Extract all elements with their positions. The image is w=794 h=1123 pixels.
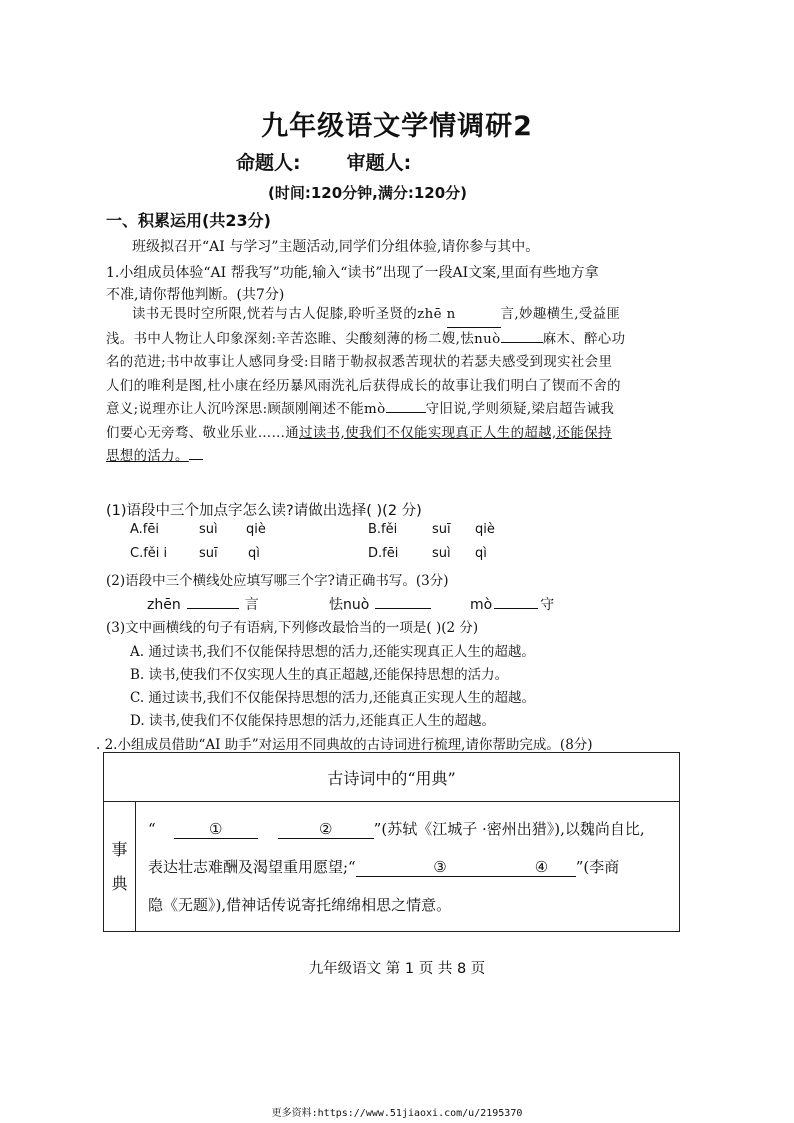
page-footer: 九年级语文 第 1 页 共 8 页	[308, 961, 486, 977]
option-c-1[interactable]: C.fěi i	[130, 546, 168, 561]
option-3a[interactable]: A. 通过读书,我们不仅能保持思想的活力,还能实现真正人生的超越。	[130, 644, 535, 660]
row-label: 事 典	[104, 802, 136, 932]
passage-line	[106, 445, 672, 469]
ai-passage	[106, 303, 672, 469]
sub-question-3: (3)文中画横线的句子有语病,下列修改最恰当的一项是( )(2 分)	[106, 620, 479, 636]
author-label: 命题人:	[236, 152, 301, 174]
allusion-line-1: “ ① ② ”(苏轼《江城子 ·密州出猎》),以魏尚自比,	[148, 820, 645, 838]
pinyin-mo: mò 守	[470, 594, 554, 614]
option-d-2: suì	[432, 546, 451, 561]
passage-line: 人们的唯利是图,杜小康在经历暴风雨洗礼后获得成长的故事让我们明白了锲而不舍的	[106, 378, 621, 394]
passage-line: 意义;说理亦让人沉吟深思:顾颉刚阐述不能mò 守旧说,学则须疑,梁启超告诫我	[106, 398, 672, 422]
blank-zhen[interactable]: n	[447, 303, 501, 328]
allusion-line-3: 隐《无题》),借神话传说寄托绵绵相思之情意。	[148, 896, 452, 914]
option-b-2: suī	[432, 522, 451, 537]
section-heading: 一、积累运用(共23分)	[106, 211, 271, 230]
allusion-line-2: 表达壮志难酬及渴望重用愿望;“ ③ ④ ”(李商	[148, 858, 620, 876]
authors-line	[236, 148, 457, 175]
option-d-3: qì	[475, 546, 487, 561]
question-2: . 2.小组成员借助“AI 助手”对运用不同典故的古诗词进行梳理,请你帮助完成。(8分)	[96, 737, 593, 753]
reviewer-label: 审题人:	[346, 152, 412, 174]
option-3d[interactable]: D. 读书,使我们不仅能保持思想的活力,还能真正人生的超越。	[130, 713, 496, 729]
sub-question-2: (2)语段中三个横线处应填写哪三个字?请正确书写。(3分)	[106, 573, 449, 589]
underlined-sentence: 过读书,使我们不仅能实现真正人生的超越,还能保持	[299, 425, 612, 441]
passage-line: 们要心无旁骛、敬业乐业……通过读书,使我们不仅能实现真正人生的超越,还能保持	[106, 425, 612, 441]
time-info: (时间:120分钟,满分:120分)	[268, 184, 468, 202]
question-1-line-2: 不准,请你帮他判断。(共7分)	[106, 287, 285, 303]
answer-blank-nuo[interactable]	[375, 594, 431, 609]
source-link[interactable]: 更多资料:https://www.51jiaoxi.com/u/2195370	[271, 1108, 523, 1119]
passage-line: 名的范进;书中故事让人感同身受:目睹于勒叔叔悉苦现状的若瑟夫感受到现实社会里	[106, 355, 613, 370]
passage-line: 浅。书中人物让人印象深刻:辛苦恣睢、尖酸刻薄的杨二嫂,怯nuò 麻木、醉心功	[106, 328, 672, 352]
blank-nuo[interactable]	[501, 328, 543, 343]
section-intro: 班级拟召开“AI 与学习”主题活动,同学们分组体验,请你参与其中。	[132, 239, 540, 255]
allusion-content	[136, 802, 680, 932]
blank-mo[interactable]	[386, 398, 426, 413]
option-3b[interactable]: B. 读书,使我们不仅实现人生的真正超越,还能保持思想的活力。	[130, 667, 509, 683]
pinyin-nuo: 怯nuò	[329, 594, 431, 614]
option-a-2: suì	[199, 522, 218, 537]
option-a-3: qiè	[246, 522, 266, 537]
option-b-1[interactable]: B.fěi	[368, 522, 398, 537]
underlined-sentence-end: 思想的活力。	[106, 449, 189, 464]
option-3c[interactable]: C. 通过读书,我们不仅能保持思想的活力,还能真正实现人生的超越。	[130, 690, 536, 706]
answer-blank-zhen[interactable]	[187, 594, 239, 609]
allusion-table	[103, 752, 680, 932]
option-d-1[interactable]: D.fēi	[368, 546, 399, 561]
passage-line: 读书无畏时空所限,恍若与古人促膝,聆听圣贤的zhē n 言,妙趣横生,受益匪	[106, 303, 672, 328]
table-header: 古诗词中的“用典”	[104, 753, 680, 802]
page-title: 九年级语文学情调研2	[261, 111, 533, 142]
pinyin-zhen: zhēn 言	[147, 594, 259, 614]
blank-2[interactable]: ②	[278, 820, 374, 839]
blank-1[interactable]: ①	[174, 820, 258, 839]
option-a-1[interactable]: A.fēi	[130, 522, 159, 537]
answer-blank-mo[interactable]	[494, 594, 538, 609]
option-c-3: qì	[248, 546, 260, 561]
question-1-line-1: 1.小组成员体验“AI 帮我写”功能,输入“读书”出现了一段AI文案,里面有些地方拿	[106, 265, 599, 281]
option-b-3: qiè	[475, 522, 495, 537]
blank-3-4[interactable]: ③ ④	[356, 858, 576, 877]
option-c-2: suī	[199, 546, 218, 561]
sub-question-1: (1)语段中三个加点字怎么读?请做出选择( )(2 分)	[106, 503, 422, 519]
